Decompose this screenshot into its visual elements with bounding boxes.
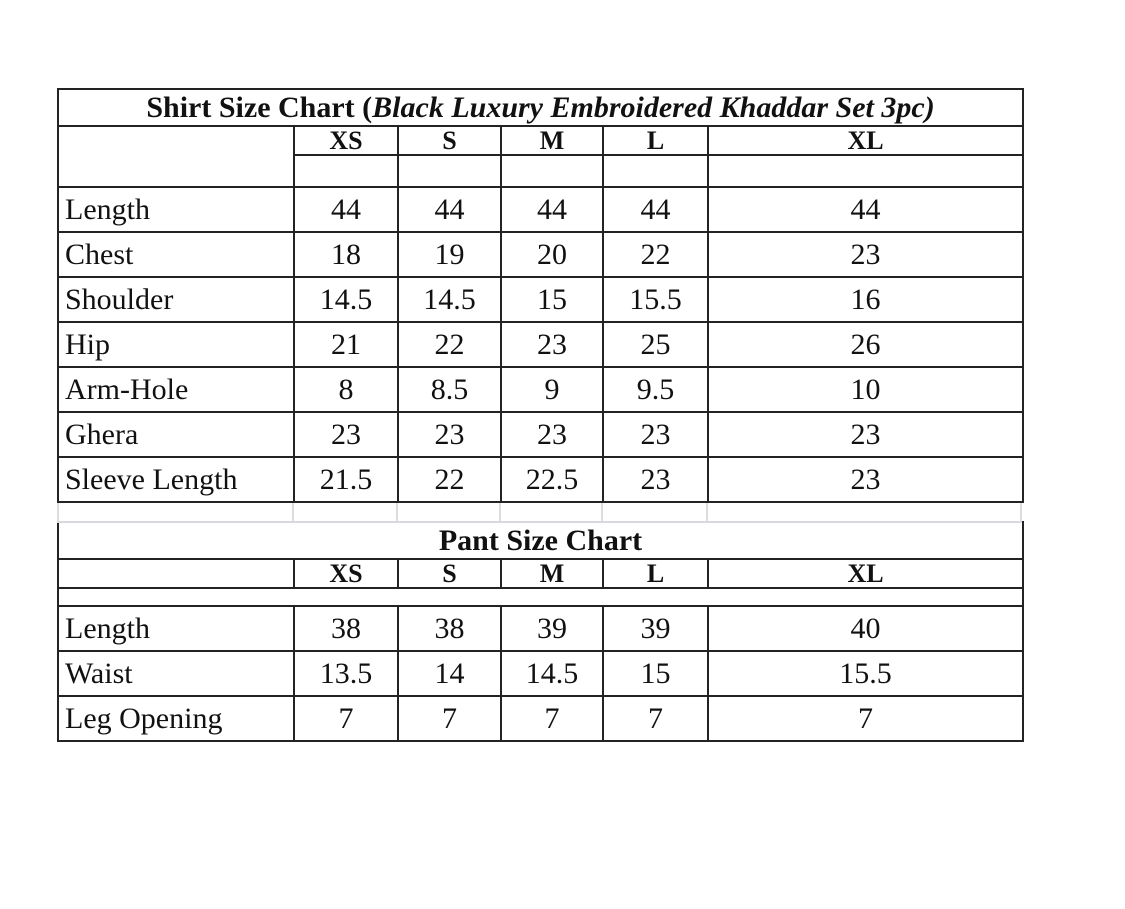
pant-row-length [58,606,1023,651]
faint-gridline [292,503,294,521]
shirt-spacer-cell [501,155,603,187]
pant-spacer-row [58,588,1023,606]
measurement-value: 25 [603,322,708,367]
pant-size-table [57,521,1024,742]
measurement-value: 22.5 [501,457,603,502]
measurement-value: 44 [603,187,708,232]
measurement-value: 15.5 [603,277,708,322]
shirt-title-row [58,89,1023,126]
shirt-size-header-m: M [501,126,603,155]
pant-row-waist [58,651,1023,696]
pant-size-header-xs: XS [294,559,398,588]
measurement-value: 15 [501,277,603,322]
shirt-chart-title [58,89,1023,126]
shirt-size-header-s: S [398,126,501,155]
shirt-row-chest [58,232,1023,277]
measurement-value: 8 [294,367,398,412]
shirt-title-product-name: Black Luxury Embroidered Khaddar Set 3pc [372,90,925,124]
shirt-row-ghera [58,412,1023,457]
pant-title-row [58,522,1023,559]
measurement-value: 15.5 [708,651,1023,696]
shirt-spacer-cell [708,155,1023,187]
measurement-label: Chest [58,232,294,277]
measurement-value: 16 [708,277,1023,322]
measurement-label: Sleeve Length [58,457,294,502]
shirt-label-column-header [58,126,294,187]
pant-row-leg-opening [58,696,1023,741]
measurement-value: 23 [501,412,603,457]
measurement-value: 44 [398,187,501,232]
shirt-size-header-xs: XS [294,126,398,155]
measurement-value: 22 [398,322,501,367]
measurement-value: 14.5 [398,277,501,322]
measurement-value: 10 [708,367,1023,412]
measurement-value: 7 [294,696,398,741]
measurement-value: 44 [501,187,603,232]
shirt-title-prefix: Shirt Size Chart ( [146,90,373,124]
measurement-value: 21.5 [294,457,398,502]
pant-size-header-s: S [398,559,501,588]
measurement-value: 21 [294,322,398,367]
measurement-value: 9.5 [603,367,708,412]
measurement-value: 8.5 [398,367,501,412]
measurement-value: 39 [603,606,708,651]
shirt-size-table [57,88,1024,503]
measurement-value: 39 [501,606,603,651]
measurement-label: Shoulder [58,277,294,322]
pant-spacer-cell [58,588,1023,606]
measurement-value: 23 [294,412,398,457]
faint-gridline [57,503,59,521]
measurement-value: 9 [501,367,603,412]
measurement-label: Waist [58,651,294,696]
measurement-value: 44 [708,187,1023,232]
shirt-row-length [58,187,1023,232]
shirt-spacer-cell [294,155,398,187]
measurement-value: 20 [501,232,603,277]
shirt-size-header-xl: XL [708,126,1023,155]
measurement-value: 18 [294,232,398,277]
measurement-value: 23 [603,412,708,457]
faint-gridline [396,503,398,521]
pant-chart-title: Pant Size Chart [58,522,1023,559]
measurement-value: 14.5 [294,277,398,322]
measurement-value: 23 [708,412,1023,457]
measurement-value: 14.5 [501,651,603,696]
measurement-label: Arm-Hole [58,367,294,412]
measurement-value: 44 [294,187,398,232]
faint-gridline [706,503,708,521]
measurement-value: 38 [294,606,398,651]
shirt-title-suffix: ) [924,90,935,124]
shirt-spacer-cell [398,155,501,187]
measurement-label: Leg Opening [58,696,294,741]
measurement-value: 23 [603,457,708,502]
measurement-label: Length [58,187,294,232]
shirt-row-armhole [58,367,1023,412]
pant-size-header-xl: XL [708,559,1023,588]
measurement-value: 7 [398,696,501,741]
faint-gridline [601,503,603,521]
measurement-label: Ghera [58,412,294,457]
measurement-value: 15 [603,651,708,696]
measurement-value: 23 [708,232,1023,277]
shirt-size-header-l: L [603,126,708,155]
measurement-value: 23 [501,322,603,367]
measurement-value: 19 [398,232,501,277]
measurement-value: 23 [398,412,501,457]
shirt-row-hip [58,322,1023,367]
measurement-label: Hip [58,322,294,367]
shirt-row-sleeve-length [58,457,1023,502]
measurement-value: 38 [398,606,501,651]
measurement-value: 23 [708,457,1023,502]
pant-label-column-header [58,559,294,588]
measurement-value: 13.5 [294,651,398,696]
measurement-value: 7 [501,696,603,741]
measurement-value: 40 [708,606,1023,651]
shirt-size-header-row [58,126,1023,155]
shirt-spacer-cell [603,155,708,187]
measurement-value: 7 [603,696,708,741]
measurement-value: 22 [603,232,708,277]
table-gap-gridlines [57,503,1022,521]
faint-gridline [1020,503,1022,521]
size-chart-sheet [57,88,1022,742]
faint-gridline [499,503,501,521]
pant-size-header-row [58,559,1023,588]
measurement-value: 7 [708,696,1023,741]
shirt-row-shoulder [58,277,1023,322]
measurement-value: 26 [708,322,1023,367]
measurement-label: Length [58,606,294,651]
measurement-value: 22 [398,457,501,502]
pant-size-header-l: L [603,559,708,588]
measurement-value: 14 [398,651,501,696]
pant-size-header-m: M [501,559,603,588]
